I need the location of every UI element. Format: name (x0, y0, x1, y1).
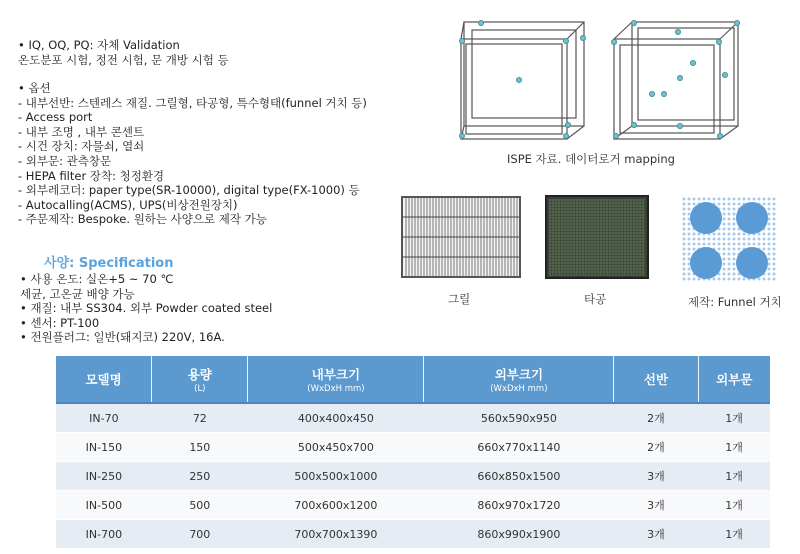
table-row (56, 462, 770, 491)
validation-text (18, 38, 229, 67)
cell-inner: 500x450x700 (248, 433, 424, 462)
cell-capacity: 250 (152, 462, 248, 491)
cell-door: 1개 (698, 433, 770, 462)
table-header-row (56, 356, 770, 403)
funnel-shelf-image (681, 196, 777, 284)
perforated-caption: 타공 (584, 292, 607, 306)
col-door: 외부문 (698, 356, 770, 403)
options-text (18, 81, 367, 227)
cell-door: 1개 (698, 520, 770, 549)
text-line: - Access port (18, 110, 93, 125)
cell-inner: 500x500x1000 (248, 462, 424, 491)
cell-capacity: 700 (152, 520, 248, 549)
mapping-cubes-figure (448, 14, 748, 146)
cell-model: IN-70 (56, 403, 152, 433)
table-row (56, 403, 770, 433)
text-line: • 재질: 내부 SS304. 외부 Powder coated steel (20, 301, 273, 316)
cell-model: IN-700 (56, 520, 152, 549)
text-line: • 센서: PT-100 (20, 315, 100, 330)
text-line: • 옵션 (18, 81, 51, 95)
text-line: - 외부문: 관측창문 (18, 153, 112, 168)
table-row (56, 491, 770, 520)
cell-capacity: 150 (152, 433, 248, 462)
cell-door: 1개 (698, 491, 770, 520)
col-shelf: 선반 (614, 356, 698, 403)
cell-capacity: 500 (152, 491, 248, 520)
mapping-caption: ISPE 자료. 데이터로거 mapping (507, 152, 675, 166)
spec-title: 사양: Specification (44, 256, 174, 271)
text-line: - 내부선반: 스텐레스 재질. 그릴형, 타공형, 특수형태(funnel 거치 등) (18, 95, 367, 110)
cell-outer: 660x770x1140 (424, 433, 614, 462)
cell-inner: 700x600x1200 (248, 491, 424, 520)
cell-inner: 700x700x1390 (248, 520, 424, 549)
text-line: - 시건 장치: 자물쇠, 열쇠 (18, 139, 145, 154)
cell-capacity: 72 (152, 403, 248, 433)
cell-door: 1개 (698, 462, 770, 491)
grill-shelf-image (400, 195, 522, 281)
cell-model: IN-500 (56, 491, 152, 520)
cell-shelf: 2개 (614, 433, 698, 462)
spec-table (56, 356, 770, 549)
cell-outer: 560x590x950 (424, 403, 614, 433)
text-line: 온도분포 시험, 정전 시험, 문 개방 시험 등 (18, 52, 229, 67)
cell-shelf: 3개 (614, 462, 698, 491)
text-line: • IQ, OQ, PQ: 자체 Validation (18, 38, 180, 52)
cell-model: IN-250 (56, 462, 152, 491)
cell-shelf: 2개 (614, 403, 698, 433)
text-line: • 전원플러그: 일반(돼지코) 220V, 16A. (20, 330, 225, 345)
col-model: 모델명 (56, 356, 152, 403)
table-row (56, 433, 770, 462)
cell-outer: 860x990x1900 (424, 520, 614, 549)
text-line: - 외부레코더: paper type(SR-10000), digital type(FX-1000) 등 (18, 183, 360, 198)
cell-outer: 660x850x1500 (424, 462, 614, 491)
text-line: 세균, 고온균 배양 가능 (20, 286, 135, 301)
cell-shelf: 3개 (614, 520, 698, 549)
funnel-caption: 제작: Funnel 거치 (688, 295, 782, 309)
col-outer-size: 외부크기 (WxDxH mm) (424, 356, 614, 403)
grill-caption: 그릴 (448, 292, 471, 306)
cell-model: IN-150 (56, 433, 152, 462)
col-capacity: 용량 (L) (152, 356, 248, 403)
cell-shelf: 3개 (614, 491, 698, 520)
perforated-shelf-image (544, 194, 650, 280)
cell-inner: 400x400x450 (248, 403, 424, 433)
text-line: - Autocalling(ACMS), UPS(비상전원장치) (18, 197, 238, 212)
cell-door: 1개 (698, 403, 770, 433)
cell-outer: 860x970x1720 (424, 491, 614, 520)
table-row (56, 520, 770, 549)
spec-text (20, 272, 272, 345)
text-line: - 주문제작: Bespoke. 원하는 사양으로 제작 가능 (18, 212, 267, 227)
col-inner-size: 내부크기 (WxDxH mm) (248, 356, 424, 403)
text-line: • 사용 온도: 실온+5 ~ 70 ℃ (20, 272, 174, 286)
text-line: - HEPA filter 장착: 청정환경 (18, 168, 165, 183)
text-line: - 내부 조명 , 내부 콘센트 (18, 124, 145, 139)
